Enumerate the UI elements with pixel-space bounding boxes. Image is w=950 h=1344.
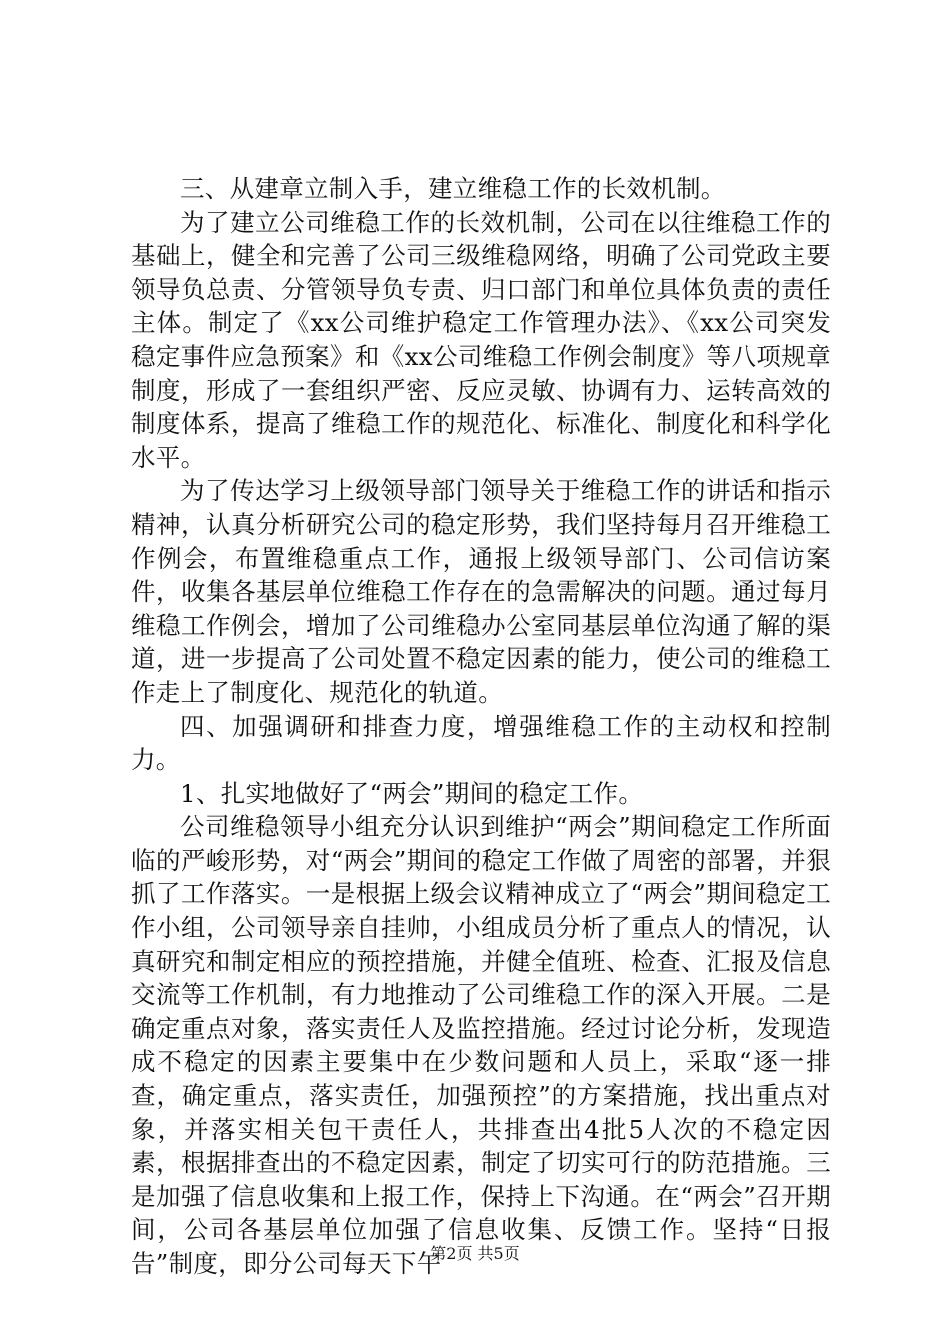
section-heading-4: 四、加强调研和排查力度，增强维稳工作的主动权和控制力。 [131, 711, 831, 775]
paragraph-monthly-meeting: 为了传达学习上级领导部门领导关于维稳工作的讲话和指示精神，认真分析研究公司的稳定形势，我们坚持每月召开维稳工作例会，布置维稳重点工作，通报上级领导部门、公司信访案件，收集各基层单位维稳工作存在的急需解决的问题。通过每月维稳工作例会，增加了公司维稳办公室同基层单位沟通了解的渠道，进一步提高了公司处置不稳定因素的能力，使公司的维稳工作走上了制度化、规范化的轨道。 [131, 476, 831, 707]
paragraph-mechanism: 为了建立公司维稳工作的长效机制，公司在以往维稳工作的基础上，健全和完善了公司三级维稳网络，明确了公司党政主要领导负总责、分管领导负专责、归口部门和单位具体负责的责任主体。制定了《xx公司维护稳定工作管理办法》、《xx公司突发稳定事件应急预案》和《xx公司维稳工作例会制度》等八项规章制度，形成了一套组织严密、反应灵敏、协调有力、运转高效的制度体系，提高了维稳工作的规范化、标准化、制度化和科学化水平。 [131, 207, 831, 472]
section-heading-3: 三、从建章立制入手，建立维稳工作的长效机制。 [180, 174, 726, 203]
paragraph-two-sessions: 公司维稳领导小组充分认识到维护“两会”期间稳定工作所面临的严峻形势，对“两会”期间的稳定工作做了周密的部署，并狠抓了工作落实。一是根据上级会议精神成立了“两会”期间稳定工作小组，公司领导亲自挂帅，小组成员分析了重点人的情况，认真研究和制定相应的预控措施，并健全值班、检查、汇报及信息交流等工作机制，有力地推动了公司维稳工作的深入开展。二是确定重点对象，落实责任人及监控措施。经过讨论分析，发现造成不稳定的因素主要集中在少数问题和人员上，采取“逐一排查，确定重点，落实责任，加强预控”的方案措施，找出重点对象，并落实相关包干责任人，共排查出4批5人次的不稳定因素，根据排查出的不稳定因素，制定了切实可行的防范措施。三是加强了信息收集和上报工作，保持上下沟通。在“两会”召开期间，公司各基层单位加强了信息收集、反馈工作。坚持“日报告”制度，即分公司每天下午 [131, 812, 831, 1278]
page-number-footer: 第2页 共5页 [430, 1244, 520, 1263]
subsection-heading-1: 1、扎实地做好了“两会”期间的稳定工作。 [180, 778, 644, 808]
document-body [131, 172, 831, 1281]
